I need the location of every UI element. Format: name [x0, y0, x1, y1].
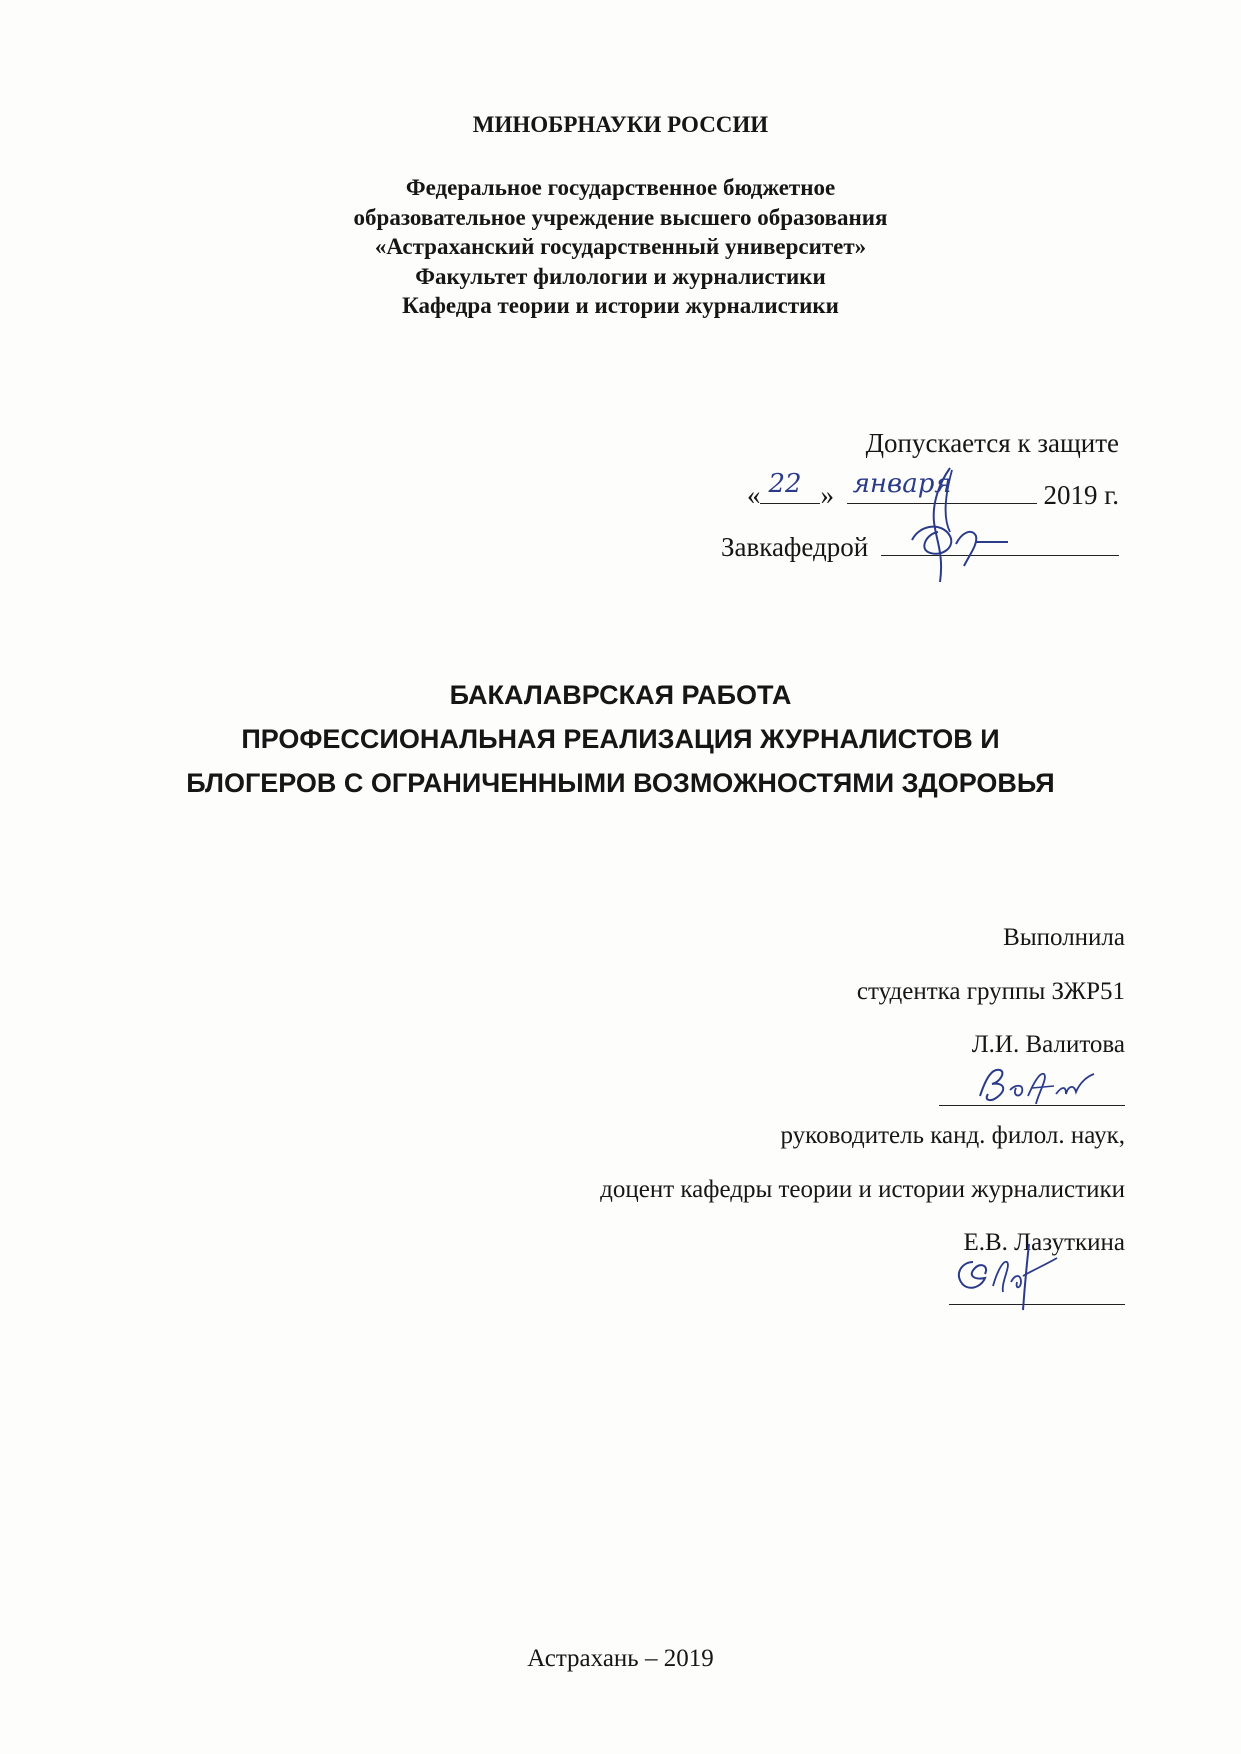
- org-line: Федеральное государственное бюджетное: [405, 175, 836, 200]
- student-name: Л.И. Валитова: [971, 1031, 1125, 1058]
- open-quote: «: [746, 480, 761, 510]
- org-line: Факультет филологии и журналистики: [415, 263, 826, 289]
- org-line: образовательное учреждение высшего образования: [353, 204, 888, 230]
- completed-by-label: Выполнила: [1003, 924, 1125, 951]
- head-signature: [880, 462, 1020, 592]
- approval-label: Допускается к защите: [865, 428, 1119, 458]
- supervisor-position: доцент кафедры теории и истории журналистики: [600, 1176, 1125, 1203]
- ministry-name: МИНОБРНАУКИ РОССИИ: [472, 112, 769, 137]
- student-signature: [970, 1060, 1120, 1110]
- supervisor-title: руководитель канд. филол. наук,: [780, 1122, 1125, 1149]
- day-blank: [760, 469, 820, 504]
- work-title-line: БЛОГЕРОВ С ОГРАНИЧЕННЫМИ ВОЗМОЖНОСТЯМИ ЗДОРОВЬЯ: [186, 768, 1055, 798]
- close-quote: »: [820, 480, 834, 510]
- org-line: Кафедра теории и истории журналистики: [402, 293, 839, 318]
- supervisor-name: Е.В. Лазуткина: [963, 1229, 1125, 1256]
- city-and-year: Астрахань – 2019: [527, 1645, 714, 1672]
- day-handwritten: 22: [768, 469, 802, 499]
- org-line: «Астраханский государственный университет»: [374, 234, 867, 259]
- organization-block: [0, 173, 1241, 321]
- supervisor-signature: [945, 1232, 1075, 1312]
- student-group: студентка группы ЗЖР51: [856, 978, 1125, 1005]
- work-title-line: ПРОФЕССИОНАЛЬНАЯ РЕАЛИЗАЦИЯ ЖУРНАЛИСТОВ И: [241, 724, 1000, 754]
- head-label: Завкафедрой: [720, 532, 869, 562]
- work-title-block: [0, 673, 1241, 805]
- month-handwritten: января: [852, 469, 952, 499]
- approval-year: 2019 г.: [1036, 480, 1119, 510]
- work-type: БАКАЛАВРСКАЯ РАБОТА: [449, 680, 792, 710]
